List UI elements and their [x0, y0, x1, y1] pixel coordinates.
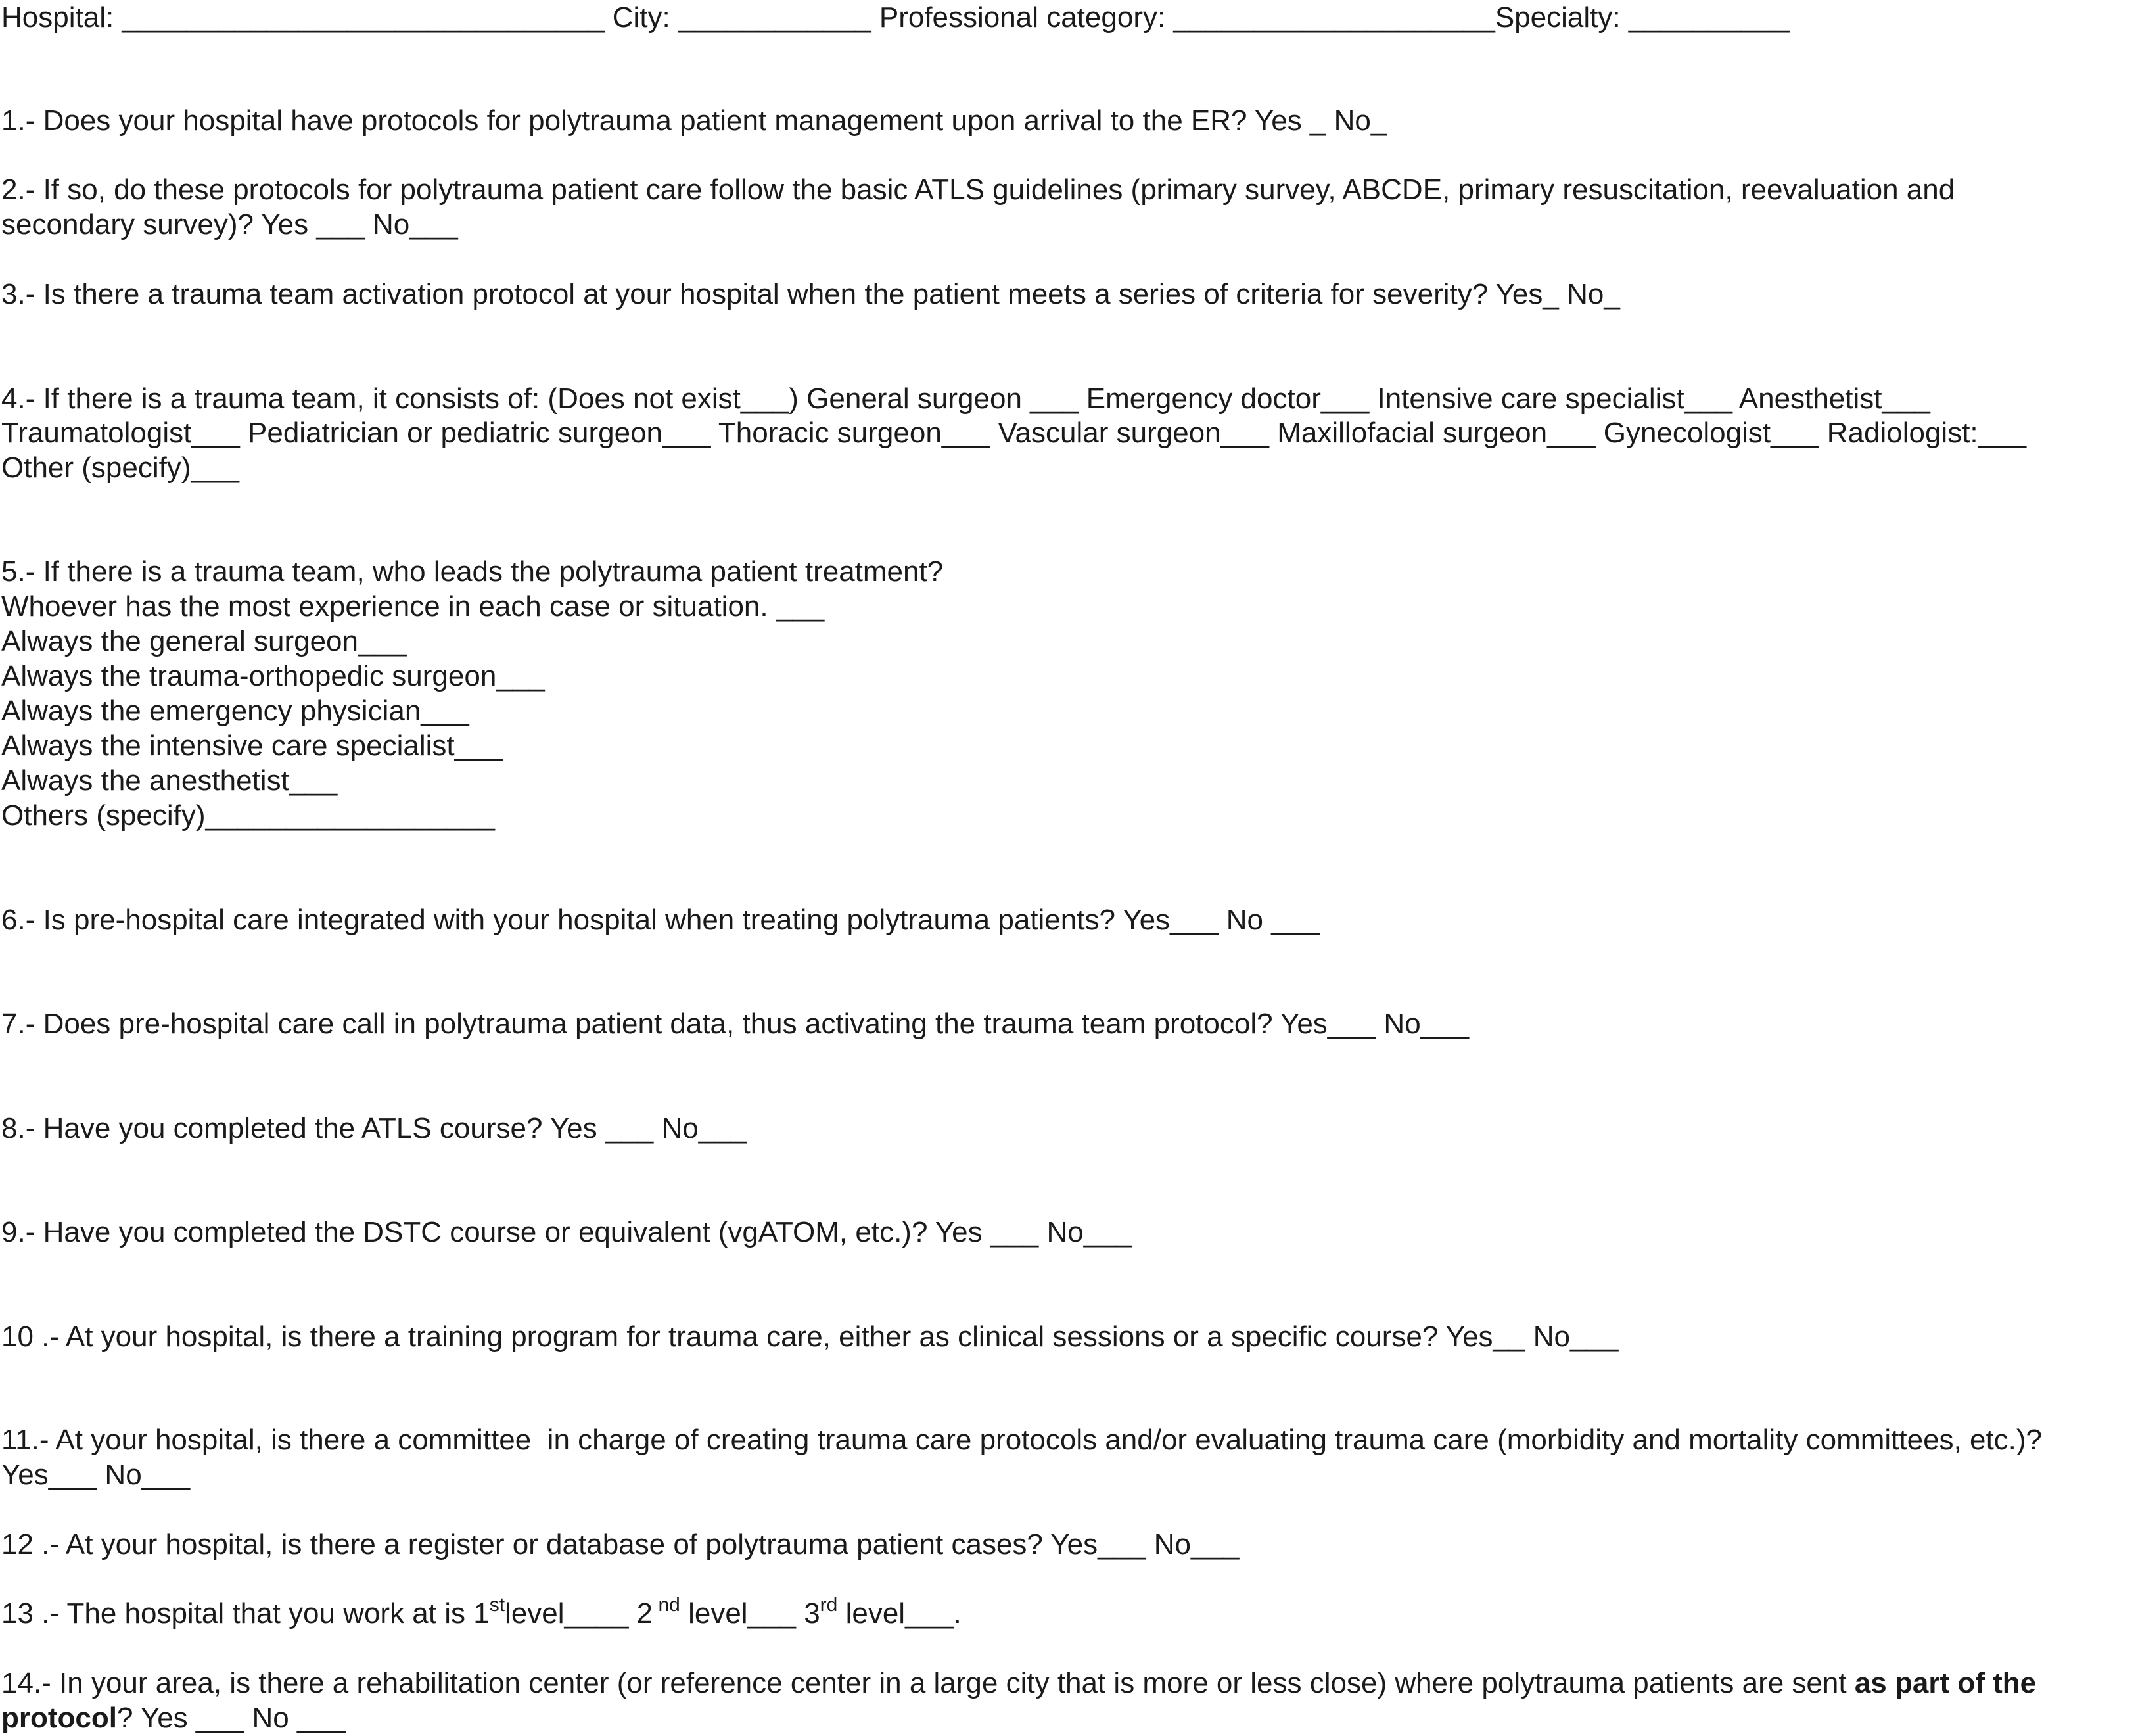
question-4-line-2: Traumatologist___ Pediatrician or pediatric surgeon___ Thoracic surgeon___ Vascular surgeon___ Maxillofacial surgeon___ Gynecologist___ Radiologist:___ — [1, 417, 2027, 449]
question-13-mid-2: level___ 3 — [680, 1597, 820, 1630]
header-fields: Hospital: ______________________________ City: ____________ Professional category: ____________________Specialty: __________ — [1, 1, 1790, 34]
question-5-option: Always the trauma-orthopedic surgeon___ — [1, 660, 545, 692]
question-14-answer: ? Yes ___ No ___ — [116, 1702, 346, 1734]
question-5: 5.- If there is a trauma team, who leads the polytrauma patient treatment? — [1, 555, 944, 588]
question-13-suffix: level___. — [837, 1597, 962, 1630]
question-1: 1.- Does your hospital have protocols for polytrauma patient management upon arrival to the ER? Yes _ No_ — [1, 105, 1387, 137]
question-14-line-1 — [1, 1666, 2036, 1701]
question-10: 10 .- At your hospital, is there a training program for trauma care, either as clinical sessions or a specific course? Yes__ No___ — [1, 1321, 1619, 1353]
question-4-line-1: 4.- If there is a trauma team, it consists of: (Does not exist___) General surgeon ___ Emergency doctor___ Intensive care specialist___ Anesthetist___ — [1, 383, 1930, 415]
question-4-line-3: Other (specify)___ — [1, 452, 239, 484]
question-5-option: Whoever has the most experience in each case or situation. ___ — [1, 590, 825, 622]
question-8: 8.- Have you completed the ATLS course? Yes ___ No___ — [1, 1112, 747, 1144]
question-5-option: Others (specify)__________________ — [1, 799, 495, 832]
question-5-option: Always the anesthetist___ — [1, 764, 338, 797]
question-14-line-2 — [1, 1701, 345, 1736]
question-2-line-1: 2.- If so, do these protocols for polytrauma patient care follow the basic ATLS guidelines (primary survey, ABCDE, primary resuscitation, reevaluation and — [1, 174, 1955, 206]
question-14-bold-1: as part of the — [1854, 1667, 2037, 1699]
question-11-line-1: 11.- At your hospital, is there a committee in charge of creating trauma care protocols and/or evaluating trauma care (morbidity and mortality committees, etc.)? — [1, 1424, 2043, 1456]
question-13 — [1, 1596, 962, 1631]
question-13-sup-st: st — [489, 1594, 505, 1616]
question-3: 3.- Is there a trauma team activation protocol at your hospital when the patient meets a series of criteria for severity? Yes_ No_ — [1, 278, 1620, 310]
question-14-text: 14.- In your area, is there a rehabilitation center (or reference center in a large city that is more or less close) where polytrauma patients are sent — [1, 1667, 1855, 1699]
question-11-line-2: Yes___ No___ — [1, 1459, 191, 1491]
question-6: 6.- Is pre-hospital care integrated with your hospital when treating polytrauma patients? Yes___ No ___ — [1, 904, 1320, 936]
question-7: 7.- Does pre-hospital care call in polytrauma patient data, thus activating the trauma team protocol? Yes___ No___ — [1, 1008, 1470, 1040]
question-5-option: Always the intensive care specialist___ — [1, 730, 503, 762]
question-14-bold-2: protocol — [1, 1702, 117, 1734]
question-9: 9.- Have you completed the DSTC course or equivalent (vgATOM, etc.)? Yes ___ No___ — [1, 1216, 1132, 1248]
question-13-sup-nd: nd — [653, 1594, 680, 1616]
question-2-line-2: secondary survey)? Yes ___ No___ — [1, 208, 458, 241]
question-5-option: Always the emergency physician___ — [1, 695, 469, 727]
question-5-option: Always the general surgeon___ — [1, 625, 407, 657]
question-13-prefix: 13 .- The hospital that you work at is 1 — [1, 1597, 490, 1630]
question-13-wrapper-12: 12 .- At your hospital, is there a register or database of polytrauma patient cases? Yes___ No___ — [1, 1528, 1240, 1560]
question-13-sup-rd: rd — [820, 1594, 838, 1616]
question-13-mid-1: level____ 2 — [505, 1597, 653, 1630]
